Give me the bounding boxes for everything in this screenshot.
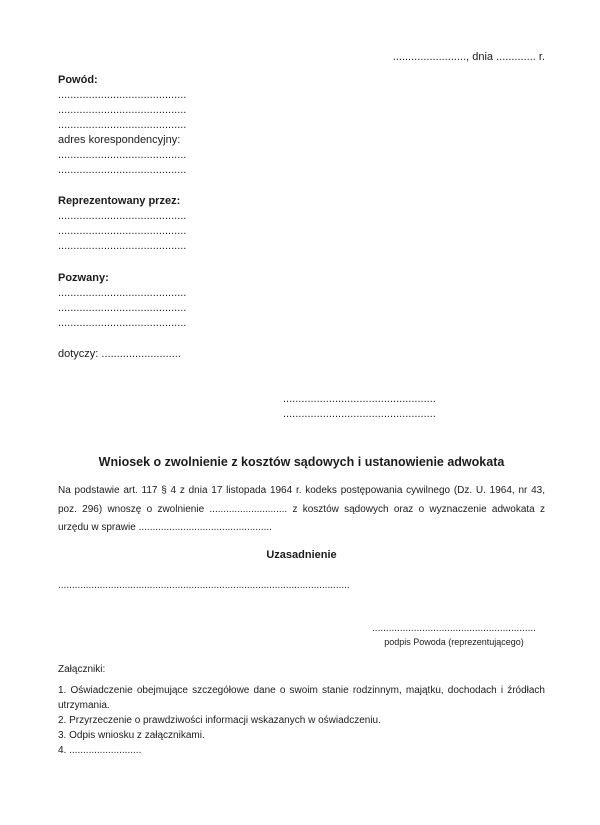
paragraph-text-before: Na podstawie art. 117 § 4 z dnia 17 listopada 1964 r. kodeks postępowania cywilnego (Dz. U. 1964, nr 43, poz. 296) wnoszę o zwolnienie — [58, 485, 545, 515]
paragraph-text-middle: z kosztów sądowych oraz o wyznaczenie adwokata z urzędu w sprawie — [58, 503, 545, 533]
attachments-label: Załączniki: — [58, 663, 106, 675]
plaintiff-address-label: adres korespondencyjny: — [58, 134, 181, 146]
court-blank-line: .................................................. — [283, 393, 436, 405]
representative-blank-line: .......................................... — [58, 225, 187, 237]
plaintiff-blank-line: .......................................... — [58, 119, 187, 131]
attachment-item: 2. Przyrzeczenie o prawdziwości informacji wskazanych w oświadczeniu. — [58, 714, 381, 726]
attachment-item: 3. Odpis wniosku z załącznikami. — [58, 729, 205, 741]
exemption-scope-blank: ............................ — [209, 503, 288, 515]
representative-label: Reprezentowany przez: — [58, 195, 181, 207]
main-paragraph — [58, 482, 545, 538]
plaintiff-blank-line: .......................................... — [58, 89, 187, 101]
signature-caption: podpis Powoda (reprezentującego) — [384, 636, 524, 647]
defendant-label: Pozwany: — [58, 272, 109, 284]
defendant-blank-line: .......................................... — [58, 317, 187, 329]
case-concerns-line — [58, 347, 545, 362]
plaintiff-address-blank-line: .......................................... — [58, 149, 187, 161]
representative-blank-line: .......................................... — [58, 210, 187, 222]
attachments-section — [58, 662, 545, 758]
court-address-block — [283, 392, 545, 422]
defendant-blank-line: .......................................... — [58, 302, 187, 314]
plaintiff-blank-line: .......................................... — [58, 104, 187, 116]
plaintiff-label: Powód: — [58, 74, 98, 86]
date-line: ........................, dnia ............. r. — [392, 51, 545, 63]
defendant-blank-line: .......................................... — [58, 287, 187, 299]
attachment-item: 1. Oświadczenie obejmujące szczegółowe dane o swoim stanie rodzinnym, majątku, dochodach i źródłach utrzymania. — [58, 684, 545, 711]
case-concerns-label: dotyczy: — [58, 348, 99, 360]
plaintiff-address-blank-line: .......................................... — [58, 164, 187, 176]
case-name-blank: ................................................ — [138, 522, 272, 533]
document-title: Wniosek o zwolnienie z kosztów sądowych i ustanowienie adwokata — [98, 455, 505, 469]
attachment-item: 4. .......................... — [58, 744, 142, 756]
representative-blank-line: .......................................... — [58, 240, 187, 252]
signature-block — [369, 622, 539, 649]
justification-blank-line: ......................................................................................................... — [58, 579, 350, 591]
justification-heading: Uzasadnienie — [266, 548, 337, 561]
court-blank-line: .................................................. — [283, 408, 436, 420]
case-concerns-blank: .......................... — [98, 348, 181, 360]
signature-line: ........................................................... — [372, 622, 536, 634]
